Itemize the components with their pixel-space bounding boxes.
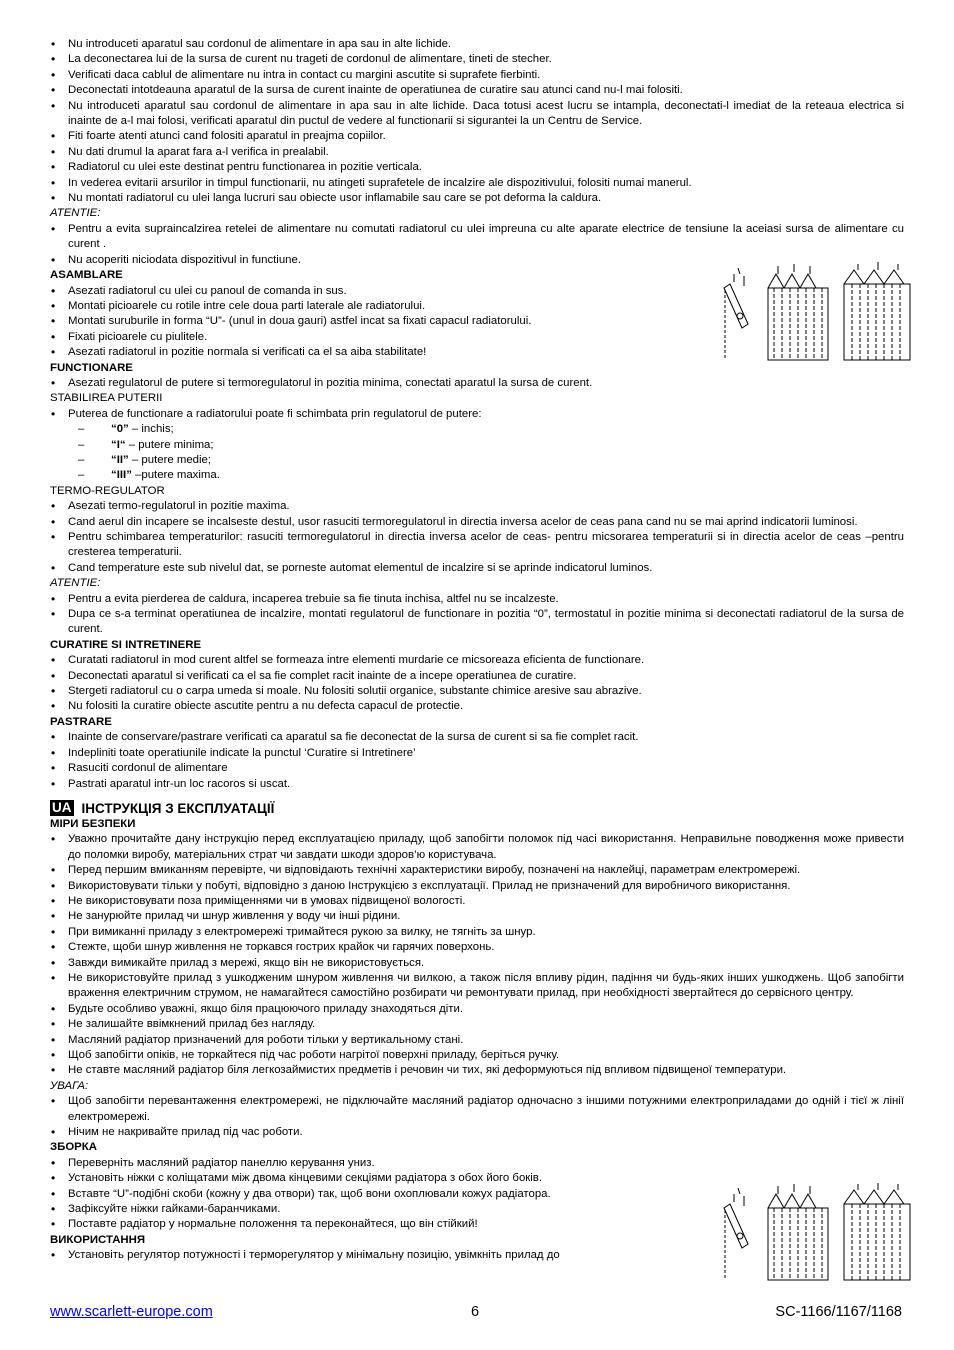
list-item: • In vederea evitarii arsurilor in timpul functionarii, nu atingeti suprafetele de incalzire ale dispozitivului, folositi numai manerul.	[50, 176, 904, 191]
list-item: • Установіть ніжки с коліщатами між двома кінцевими секціями радіатора з обох його боків.	[50, 1171, 690, 1186]
ro-atentie2-label: ATENTIE:	[50, 577, 101, 590]
list-item: • Переверніть масляний радіатор панеллю керування униз.	[50, 1156, 690, 1171]
ua-usage-list	[50, 1248, 690, 1263]
power-level-item: – “I“ – putere minima;	[50, 438, 904, 453]
ro-atentie-label: ATENTIE:	[50, 207, 101, 220]
ro-atentie2-list	[50, 592, 904, 638]
list-item: • Перед першим вмиканням перевірте, чи відповідають технічні характеристики виробу, позначені на наклейці, параметрам електромережі.	[50, 863, 904, 878]
list-item: • Rasuciti cordonul de alimentare	[50, 761, 904, 776]
ro-curatire-list	[50, 653, 904, 715]
list-item: • Будьте особливо уважні, якщо біля працюючого приладу знаходяться діти.	[50, 1002, 904, 1017]
list-item: • Montati picioarele cu rotile intre cele doua parti laterale ale radiatorului.	[50, 299, 690, 314]
assembly-illustration-ua	[718, 1182, 918, 1282]
ro-pastrare-list	[50, 730, 904, 792]
ro-stabilirea-list	[50, 407, 904, 422]
ua-uvaga-list	[50, 1094, 904, 1140]
list-item: • Fixati picioarele cu piulitele.	[50, 330, 690, 345]
list-item: • Не залишайте ввімкнений прилад без нагляду.	[50, 1017, 904, 1032]
list-item: • Nu introduceti aparatul sau cordonul de alimentare in apa sau in alte lichide.	[50, 37, 904, 52]
ua-section-heading	[50, 800, 904, 817]
list-item: • Уважно прочитайте дану інструкцію перед експлуатацією приладу, щоб запобігти поломок під часі використання. Неправильне поводження може привести до поломки виробу, матеріальних страт чи завдати шкоди здоров’ю користувача.	[50, 832, 904, 863]
model-number: SC-1166/1167/1168	[775, 1304, 902, 1320]
page-footer	[50, 1304, 904, 1322]
list-item: • Deconectati aparatul si verificati ca el sa fie complet racit inainte de a incepe operatiunea de curatire.	[50, 669, 904, 684]
ua-zborka-title: ЗБОРКА	[50, 1141, 97, 1154]
list-item: • Nu introduceti aparatul sau cordonul de alimentare in apa sau in alte lichide. Daca totusi acest lucru se intampla, deconectati-l imediat de la reteaua electrica si inainte de a-l mai folosi, verificati aparatul din puctul de vedere al functionarii si sigurantei la un Centru de Service.	[50, 99, 904, 130]
list-item: • Asezati radiatorul cu ulei cu panoul de comanda in sus.	[50, 284, 690, 299]
ua-usage-title: ВИКОРИСТАННЯ	[50, 1233, 146, 1246]
list-item: • Verificati daca cablul de alimentare nu intra in contact cu margini ascutite si suprafete fierbinti.	[50, 68, 904, 83]
list-item: • Radiatorul cu ulei este destinat pentru functionarea in pozitie verticala.	[50, 160, 904, 175]
list-item: • Dupa ce s-a terminat operatiunea de incalzire, montati regulatorul de functionare in pozitia “0”, termostatul in pozitie minima si deconectati radiatorul de la sursa de curent.	[50, 607, 904, 638]
ro-stabilirea-title: STABILIREA PUTERII	[50, 392, 163, 405]
power-level-item: – “0” – inchis;	[50, 422, 904, 437]
list-item: • Не ставте масляний радіатор біля легкозаймистих предметів і речовин чи тих, які деформуються під впливом підвищеної температури.	[50, 1063, 904, 1078]
list-item: • Curatati radiatorul in mod curent altfel se formeaza intre elementi murdarie ce micsoreaza eficienta de functionare.	[50, 653, 904, 668]
list-item: • Pentru a evita pierderea de caldura, incaperea trebuie sa fie tinuta inchisa, altfel nu se incalzeste.	[50, 592, 904, 607]
ro-termo-list	[50, 499, 904, 576]
ro-functionare-title: FUNCTIONARE	[50, 361, 133, 374]
list-item: • Inainte de conservare/pastrare verificati ca aparatul sa fie deconectat de la sursa de curent si sa fie complet racit.	[50, 730, 904, 745]
list-item: • Завжди вимикайте прилад з мережі, якщо він не використовується.	[50, 956, 904, 971]
page-body	[50, 37, 904, 1264]
page-number: 6	[471, 1304, 480, 1320]
ua-zborka-list	[50, 1156, 690, 1233]
ua-language-badge: UA	[52, 800, 72, 816]
list-item: • Масляний радіатор призначений для роботи тільки у вертикальному стані.	[50, 1033, 904, 1048]
list-item: • Нічим не накривайте прилад під час роботи.	[50, 1125, 904, 1140]
ro-termo-title: TERMO-REGULATOR	[50, 484, 165, 497]
ro-pastrare-title: PASTRARE	[50, 715, 112, 728]
ua-uvaga-label: УВАГА:	[50, 1079, 89, 1092]
list-item: • Puterea de functionare a radiatorului poate fi schimbata prin regulatorul de putere:	[50, 407, 904, 422]
list-item: • Щоб запобігти перевантаження електромережі, не підключайте масляний радіатор одночасно з іншими потужними електроприладами до одній і тієї ж лінії електромережі.	[50, 1094, 904, 1125]
list-item: • La deconectarea lui de la sursa de curent nu trageti de cordonul de alimentare, tineti de stecher.	[50, 52, 904, 67]
ro-safety-list	[50, 37, 904, 206]
list-item: • Deconectati intotdeauna aparatul de la sursa de curent inainte de operatiunea de curatire sau atunci cand nu-l mai folositi.	[50, 83, 904, 98]
list-item: • Поставте радіатор у нормальне положення та переконайтеся, що він стійкий!	[50, 1217, 690, 1232]
list-item: • Не занурюйте прилад чи шнур живлення у воду чи інші рідини.	[50, 909, 904, 924]
ua-safety-list	[50, 832, 904, 1079]
ua-safety-title: МІРИ БЕЗПЕКИ	[50, 817, 136, 830]
website-link[interactable]: www.scarlett-europe.com	[50, 1304, 213, 1320]
list-item: • Cand temperature este sub nivelul dat, se porneste automat elementul de incalzire si se aprinde indicatorul luminos.	[50, 561, 904, 576]
list-item: • Nu acoperiti niciodata dispozitivul in functiune.	[50, 253, 904, 268]
ro-asamblare-list	[50, 284, 690, 361]
list-item: • Asezati termo-regulatorul in pozitie maxima.	[50, 499, 904, 514]
list-item: • Pentru a evita supraincalzirea retelei de alimentare nu comutati radiatorul cu ulei impreuna cu alte aparate electrice de tensiune la aceiasi sursa de alimentare cu curent .	[50, 222, 904, 253]
list-item: • Asezati radiatorul in pozitie normala si verificati ca el sa aiba stabilitate!	[50, 345, 690, 360]
list-item: • Використовувати тільки у побуті, відповідно з даною Інструкцією з експлуатації. Прилад не призначений для виробничого використання.	[50, 879, 904, 894]
list-item: • Indepliniti toate operatiunile indicate la punctul ‘Curatire si Intretinere’	[50, 746, 904, 761]
list-item: • Nu folositi la curatire obiecte ascutite pentru a nu defecta capacul de protectie.	[50, 699, 904, 714]
list-item: • Montati suruburile in forma “U”- (unul in doua gauri) astfel incat sa fixati capacul radiatorului.	[50, 314, 690, 329]
assembly-illustration-ro	[718, 260, 918, 362]
list-item: • Зафіксуйте ніжки гайками-баранчиками.	[50, 1202, 690, 1217]
list-item: • При вимиканні приладу з електромережі тримайтеся рукою за вилку, не тягніть за шнур.	[50, 925, 904, 940]
list-item: • Cand aerul din incapere se incalseste destul, usor rasuciti termoregulatorul in directia inversa acelor de ceas pana cand nu se mai aprind indicatorii luminosi.	[50, 515, 904, 530]
list-item: • Не використовувати поза приміщеннями чи в умовах підвищеної вологості.	[50, 894, 904, 909]
list-item: • Pastrati aparatul intr-un loc racoros si uscat.	[50, 777, 904, 792]
list-item: • Nu montati radiatorul cu ulei langa lucruri sau obiecte usor inflamabile sau care se pot deforma la caldura.	[50, 191, 904, 206]
ro-asamblare-title: ASAMBLARE	[50, 269, 123, 282]
ro-curatire-title: CURATIRE SI INTRETINERE	[50, 638, 202, 651]
list-item: • Вставте “U”-подібні скоби (кожну у два отвори) так, щоб вони охоплювали кожух радіатора.	[50, 1187, 690, 1202]
power-level-item: – “III” –putere maxima.	[50, 468, 904, 483]
list-item: • Pentru schimbarea temperaturilor: rasuciti termoregulatorul in directia inversa acelor de ceas- pentru micsorarea temperaturii si in directia acelor de ceas –pentru cresterea temperaturii.	[50, 530, 904, 561]
list-item: • Стежте, щоби шнур живлення не торкався гострих крайок чи гарячих поверхонь.	[50, 940, 904, 955]
list-item: • Щоб запобігти опіків, не торкайтеся під час роботи нагрітої поверхні приладу, беріться ручку.	[50, 1048, 904, 1063]
list-item: • Nu dati drumul la aparat fara a-l verifica in prealabil.	[50, 145, 904, 160]
ro-functionare-list	[50, 376, 904, 391]
power-level-item: – “II” – putere medie;	[50, 453, 904, 468]
list-item: • Asezati regulatorul de putere si termoregulatorul in pozitia minima, conectati aparatul la sursa de curent.	[50, 376, 904, 391]
list-item: • Stergeti radiatorul cu o carpa umeda si moale. Nu folositi solutii organice, substante chimice aresive sau abrazive.	[50, 684, 904, 699]
list-item: • Установіть регулятор потужності і терморегулятор у мінімальну позицію, увімкніть прилад до	[50, 1248, 690, 1263]
list-item: • Не використовуйте прилад з ушкодженим шнуром живлення чи вилкою, а також після впливу рідин, падіння чи будь-яких інших ушкоджень. Щоб запобігти враження електричним струмом, не намагайтеся самостійно розбирати чи ремонтувати прилад, при необхідності звертайтеся до сервісного центру.	[50, 971, 904, 1002]
list-item: • Fiti foarte atenti atunci cand folositi aparatul in preajma copiilor.	[50, 129, 904, 144]
ro-power-levels	[50, 422, 904, 484]
ua-section-title: ІНСТРУКЦІЯ З ЕКСПЛУАТАЦІЇ	[81, 800, 275, 816]
